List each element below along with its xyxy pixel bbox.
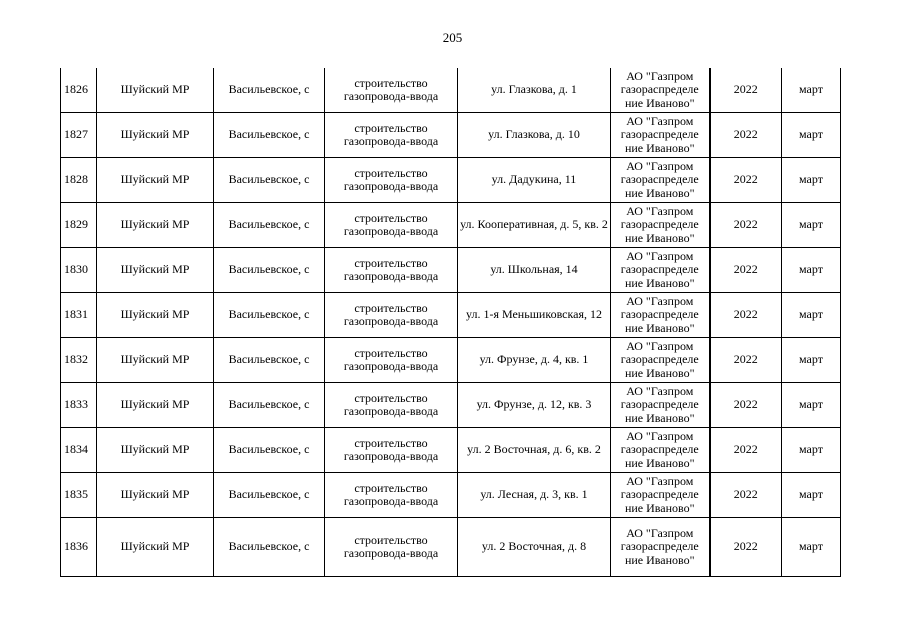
table-row: [61, 383, 841, 428]
address-cell: ул. 1-я Меньшиковская, 12: [458, 293, 611, 338]
month-cell: март: [782, 203, 841, 248]
year-cell: 2022: [710, 293, 782, 338]
settlement-cell: Васильевское, с: [214, 158, 325, 203]
work-type-cell: строительство газопровода-ввода: [325, 293, 458, 338]
row-number: 1834: [61, 428, 97, 473]
work-type-cell: строительство газопровода-ввода: [325, 428, 458, 473]
year-cell: 2022: [710, 338, 782, 383]
organization-cell: АО "Газпром газораспределе ние Иваново": [611, 473, 710, 518]
address-cell: ул. Глазкова, д. 1: [458, 68, 611, 113]
address-cell: ул. Глазкова, д. 10: [458, 113, 611, 158]
organization-cell: АО "Газпром газораспределе ние Иваново": [611, 248, 710, 293]
settlement-cell: Васильевское, с: [214, 113, 325, 158]
address-cell: ул. 2 Восточная, д. 6, кв. 2: [458, 428, 611, 473]
work-type-cell: строительство газопровода-ввода: [325, 383, 458, 428]
work-type-cell: строительство газопровода-ввода: [325, 203, 458, 248]
row-number: 1836: [61, 518, 97, 577]
address-cell: ул. Лесная, д. 3, кв. 1: [458, 473, 611, 518]
settlement-cell: Васильевское, с: [214, 473, 325, 518]
row-number: 1831: [61, 293, 97, 338]
table-row: [61, 248, 841, 293]
work-type-cell: строительство газопровода-ввода: [325, 158, 458, 203]
year-cell: 2022: [710, 518, 782, 577]
settlement-cell: Васильевское, с: [214, 248, 325, 293]
year-cell: 2022: [710, 428, 782, 473]
district-cell: Шуйский МР: [97, 203, 214, 248]
district-cell: Шуйский МР: [97, 338, 214, 383]
organization-cell: АО "Газпром газораспределе ние Иваново": [611, 293, 710, 338]
year-cell: 2022: [710, 203, 782, 248]
month-cell: март: [782, 518, 841, 577]
year-cell: 2022: [710, 473, 782, 518]
table-row: [61, 158, 841, 203]
table-row: [61, 518, 841, 577]
year-cell: 2022: [710, 248, 782, 293]
work-type-cell: строительство газопровода-ввода: [325, 68, 458, 113]
district-cell: Шуйский МР: [97, 473, 214, 518]
month-cell: март: [782, 473, 841, 518]
table-row: [61, 113, 841, 158]
settlement-cell: Васильевское, с: [214, 68, 325, 113]
address-cell: ул. Дадукина, 11: [458, 158, 611, 203]
year-cell: 2022: [710, 68, 782, 113]
district-cell: Шуйский МР: [97, 293, 214, 338]
organization-cell: АО "Газпром газораспределе ние Иваново": [611, 68, 710, 113]
organization-cell: АО "Газпром газораспределе ние Иваново": [611, 338, 710, 383]
table-row: [61, 203, 841, 248]
address-cell: ул. Фрунзе, д. 12, кв. 3: [458, 383, 611, 428]
month-cell: март: [782, 338, 841, 383]
district-cell: Шуйский МР: [97, 158, 214, 203]
month-cell: март: [782, 428, 841, 473]
district-cell: Шуйский МР: [97, 518, 214, 577]
page-number: 205: [442, 30, 463, 45]
table-row: [61, 293, 841, 338]
address-cell: ул. Фрунзе, д. 4, кв. 1: [458, 338, 611, 383]
gasification-table: [60, 68, 841, 577]
month-cell: март: [782, 383, 841, 428]
table-row: [61, 428, 841, 473]
row-number: 1833: [61, 383, 97, 428]
settlement-cell: Васильевское, с: [214, 203, 325, 248]
district-cell: Шуйский МР: [97, 383, 214, 428]
month-cell: март: [782, 248, 841, 293]
work-type-cell: строительство газопровода-ввода: [325, 473, 458, 518]
row-number: 1827: [61, 113, 97, 158]
organization-cell: АО "Газпром газораспределе ние Иваново": [611, 113, 710, 158]
district-cell: Шуйский МР: [97, 68, 214, 113]
table-row: [61, 68, 841, 113]
row-number: 1832: [61, 338, 97, 383]
work-type-cell: строительство газопровода-ввода: [325, 248, 458, 293]
district-cell: Шуйский МР: [97, 248, 214, 293]
row-number: 1826: [61, 68, 97, 113]
organization-cell: АО "Газпром газораспределе ние Иваново": [611, 203, 710, 248]
settlement-cell: Васильевское, с: [214, 518, 325, 577]
year-cell: 2022: [710, 113, 782, 158]
settlement-cell: Васильевское, с: [214, 383, 325, 428]
work-type-cell: строительство газопровода-ввода: [325, 518, 458, 577]
organization-cell: АО "Газпром газораспределе ние Иваново": [611, 158, 710, 203]
month-cell: март: [782, 68, 841, 113]
month-cell: март: [782, 158, 841, 203]
table-row: [61, 338, 841, 383]
settlement-cell: Васильевское, с: [214, 293, 325, 338]
row-number: 1830: [61, 248, 97, 293]
organization-cell: АО "Газпром газораспределе ние Иваново": [611, 428, 710, 473]
settlement-cell: Васильевское, с: [214, 428, 325, 473]
settlement-cell: Васильевское, с: [214, 338, 325, 383]
month-cell: март: [782, 113, 841, 158]
work-type-cell: строительство газопровода-ввода: [325, 113, 458, 158]
row-number: 1835: [61, 473, 97, 518]
organization-cell: АО "Газпром газораспределе ние Иваново": [611, 383, 710, 428]
table-row: [61, 473, 841, 518]
year-cell: 2022: [710, 383, 782, 428]
district-cell: Шуйский МР: [97, 428, 214, 473]
address-cell: ул. Школьная, 14: [458, 248, 611, 293]
row-number: 1828: [61, 158, 97, 203]
work-type-cell: строительство газопровода-ввода: [325, 338, 458, 383]
district-cell: Шуйский МР: [97, 113, 214, 158]
address-cell: ул. 2 Восточная, д. 8: [458, 518, 611, 577]
month-cell: март: [782, 293, 841, 338]
organization-cell: АО "Газпром газораспределе ние Иваново": [611, 518, 710, 577]
address-cell: ул. Кооперативная, д. 5, кв. 2: [458, 203, 611, 248]
row-number: 1829: [61, 203, 97, 248]
year-cell: 2022: [710, 158, 782, 203]
